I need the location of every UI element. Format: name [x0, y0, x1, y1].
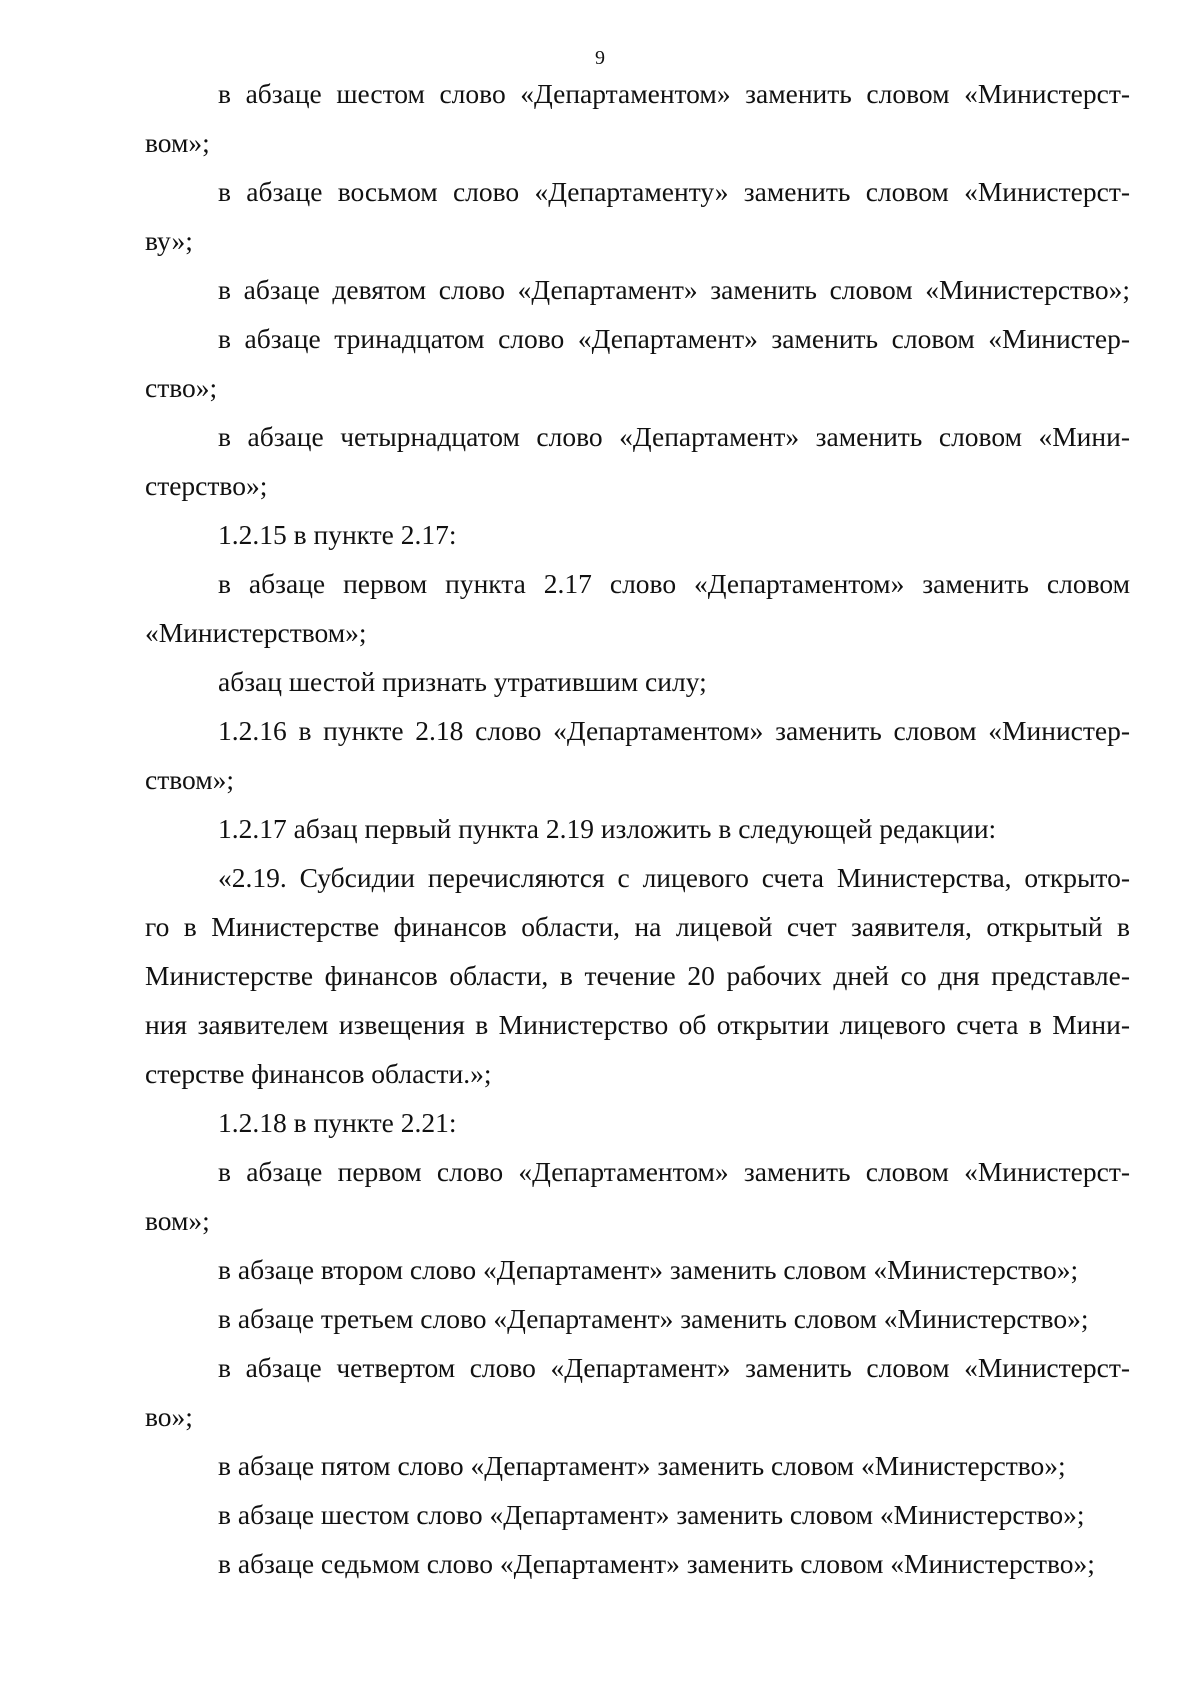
- text-line: в абзаце седьмом слово «Департамент» заменить словом «Министерство»;: [218, 1548, 1095, 1579]
- text-line: «Министерством»;: [145, 617, 367, 648]
- text-line: стерстве финансов области.»;: [145, 1058, 492, 1089]
- text-line: ством»;: [145, 764, 235, 795]
- text-line: ву»;: [145, 225, 193, 256]
- text-line: в абзаце четвертом слово «Департамент» заменить словом «Министерст-: [218, 1352, 1130, 1383]
- text-line: в абзаце восьмом слово «Департаменту» заменить словом «Министерст-: [218, 176, 1130, 207]
- text-line: во»;: [145, 1401, 193, 1432]
- text-line: стерство»;: [145, 470, 268, 501]
- text-line: Министерстве финансов области, в течение 20 рабочих дней со дня представле-: [145, 960, 1130, 991]
- text-line: 1.2.17 абзац первый пункта 2.19 изложить в следующей редакции:: [218, 813, 997, 844]
- text-line: в абзаце четырнадцатом слово «Департамент» заменить словом «Мини-: [218, 421, 1130, 452]
- text-line: в абзаце втором слово «Департамент» заменить словом «Министерство»;: [218, 1254, 1079, 1285]
- text-line: го в Министерстве финансов области, на лицевой счет заявителя, открытый в: [145, 911, 1130, 942]
- text-line: 1.2.16 в пункте 2.18 слово «Департаментом» заменить словом «Министер-: [218, 715, 1130, 746]
- text-line: 1.2.18 в пункте 2.21:: [218, 1107, 457, 1138]
- text-line: в абзаце шестом слово «Департаментом» заменить словом «Министерст-: [218, 78, 1130, 109]
- text-line: 1.2.15 в пункте 2.17:: [218, 519, 457, 550]
- text-line: абзац шестой признать утратившим силу;: [218, 666, 707, 697]
- text-line: в абзаце шестом слово «Департамент» заменить словом «Министерство»;: [218, 1499, 1085, 1530]
- text-line: в абзаце первом слово «Департаментом» заменить словом «Министерст-: [218, 1156, 1130, 1187]
- page-number: 9: [595, 47, 605, 69]
- text-line: в абзаце девятом слово «Департамент» заменить словом «Министерство»;: [218, 274, 1130, 305]
- text-line: «2.19. Субсидии перечисляются с лицевого счета Министерства, открыто-: [218, 862, 1130, 893]
- text-line: вом»;: [145, 127, 210, 158]
- text-line: ния заявителем извещения в Министерство об открытии лицевого счета в Мини-: [145, 1009, 1130, 1040]
- text-line: ство»;: [145, 372, 218, 403]
- text-line: в абзаце первом пункта 2.17 слово «Департаментом» заменить словом: [218, 568, 1130, 599]
- text-line: в абзаце тринадцатом слово «Департамент» заменить словом «Министер-: [218, 323, 1130, 354]
- text-line: в абзаце пятом слово «Департамент» заменить словом «Министерство»;: [218, 1450, 1066, 1481]
- text-line: в абзаце третьем слово «Департамент» заменить словом «Министерство»;: [218, 1303, 1089, 1334]
- document-body: [145, 69, 1130, 1588]
- text-line: вом»;: [145, 1205, 210, 1236]
